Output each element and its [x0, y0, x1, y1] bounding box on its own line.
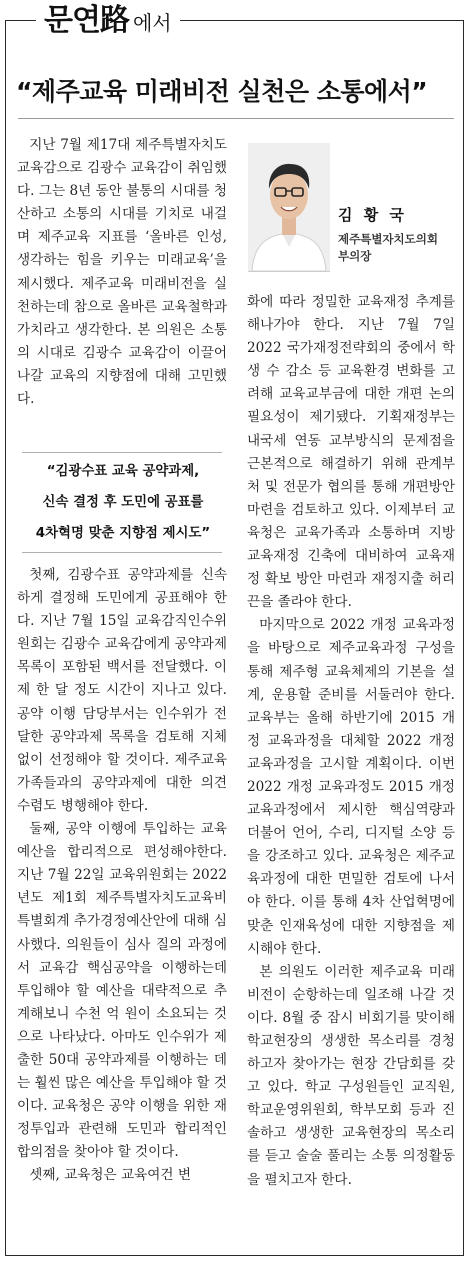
masthead-suffix: 에서 — [132, 11, 172, 35]
article-intro — [17, 134, 227, 411]
body-paragraph: 마지막으로 2022 개정 교육과정을 바탕으로 제주교육과정 구성을 통해 제주형 교육체제의 기본을 설계, 운용할 준비를 서둘러야 한다. 교육부는 올해 하반기에 2015 개정 교육과정을 대체할 2022 개정 교육과정을 고시할 계획이다. 이번 2022 개정 교육과정도 2015 개정 교육과정에서 제시한 핵심역량과 더불어 언어, 수리, 디지털 소양 등을 강조하고 있다. 교육청은 제주교육과정에 대한 면밀한 검토에 나서야 한다. 이를 통해 4차 산업혁명에 맞춘 인재육성에 대한 지향점을 제시해야 한다. — [247, 617, 455, 957]
article-body-left — [17, 564, 227, 1188]
author-title-line: 제주특별자치도의회 — [338, 232, 438, 246]
author-title-line: 부의장 — [338, 249, 372, 263]
intro-paragraph: 지난 7월 제17대 제주특별자치도교육감으로 김광수 교육감이 취임했다. 그는 8년 동안 불통의 시대를 청산하고 소통의 시대를 기치로 내걸며 제주교육 지표를 ‘올바른 인성, 생각하는 힘을 키우는 미래교육’을 제시했다. 제주교육 미래비전을 실천하는데 참으로 올바른 교육철학과 가치라고 생각한다. 본 의원은 소통의 시대로 김광수 교육감이 이끌어 나갈 교육의 지향점에 대해 고민했다. — [17, 137, 227, 408]
pullquote-top-rule — [22, 452, 222, 453]
author-name: 김 황 국 — [338, 206, 407, 224]
author-portrait-illustration — [248, 143, 330, 271]
pull-quote-line: 4차혁명 맞춘 지향점 제시도” — [35, 526, 211, 541]
masthead-logo: 문연路 — [44, 3, 129, 38]
body-paragraph: 둘째, 공약 이행에 투입하는 교육예산을 합리적으로 편성해야한다. 지난 7월 22일 교육위원회는 2022년도 제1회 제주특별자치도교육비특별회계 추가경정예산안에 대해 심사했다. 의원들이 심사 질의 과정에서 교육감 핵심공약을 이행하는데 투입해야 할 예산을 대략적으로 추계해보니 수천 억 원이 소요되는 것으로 나타났다. 아마도 인수위가 제출한 50대 공약과제를 이행하는 데는 훨씬 많은 예산을 투입해야 할 것이다. 교육청은 공약 이행을 위한 재정투입과 관련해 도민과 합리적인 합의점을 찾아야 할 것이다. — [17, 821, 227, 1161]
article-headline: “제주교육 미래비전 실천은 소통에서” — [16, 77, 428, 106]
article-body-right — [247, 291, 455, 1192]
body-paragraph: 화에 따라 정밀한 교육재정 추계를 해나가야 한다. 지난 7월 7일 2022 국가재정전략회의 중에서 학생 수 감소 등 교육환경 변화를 고려해 교육교부금에 대한 개편 논의 필요성이 제기됐다. 기획재정부는 내국세 연동 교부방식의 문제점을 근본적으로 해결하기 위해 관계부처 및 전문가 협의를 통해 개편방안 마련을 검토하고 있다. 이제부터 교육청은 교육가족과 소통하며 지방교육재정 긴축에 대비하여 교육재정 확보 방안 마련과 재정지출 허리끈을 졸라야 한다. — [247, 294, 455, 611]
body-paragraph: 셋째, 교육청은 교육여건 변 — [29, 1167, 191, 1184]
body-paragraph: 본 의원도 이러한 제주교육 미래비전이 순항하는데 일조해 나갈 것이다. 8월 중 잠시 비회기를 맞이해 학교현장의 생생한 목소리를 경청하고자 찾아가는 현장 간담회를 갖고 있다. 학교 구성원들인 교직원, 학교운영위원회, 학부모회 등과 진솔하고 생생한 교육현장의 목소리를 듣고 술술 풀리는 소통 의정활동을 펼치고자 한다. — [247, 963, 455, 1188]
section-masthead — [36, 0, 180, 40]
author-byline — [338, 204, 458, 265]
pull-quote-line: “김광수표 교육 공약과제, — [46, 464, 200, 479]
author-photo — [248, 143, 330, 272]
body-paragraph: 첫째, 김광수표 공약과제를 신속하게 결정해 도민에게 공표해야 한다. 지난 7월 15일 교육감직인수위원회는 김광수 교육감에게 공약과제 목록이 포함된 백서를 전달했다. 이제 한 달 정도 시간이 지나고 있다. 공약 이행 담당부서는 인수위가 전달한 공약과제 목록을 검토해 지체 없이 선정해야 할 것이다. 제주교육가족들과의 공약과제에 대한 의견 수렴도 병행해야 한다. — [17, 567, 227, 814]
author-title — [338, 231, 458, 265]
pull-quote-line: 신속 결정 후 도민에 공표를 — [42, 495, 204, 510]
headline-divider — [18, 118, 454, 119]
pullquote-bottom-rule — [22, 552, 222, 553]
pull-quote — [17, 456, 229, 549]
